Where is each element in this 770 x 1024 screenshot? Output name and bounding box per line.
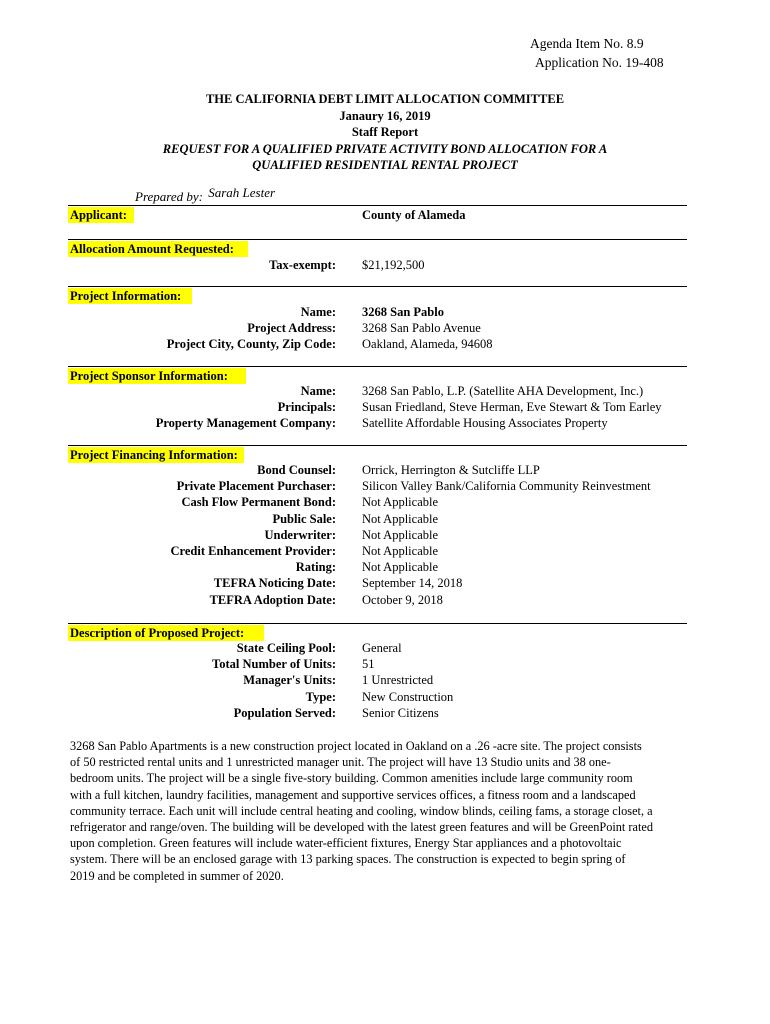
section-divider xyxy=(68,366,687,367)
sponsor-management-label: Property Management Company: xyxy=(155,416,336,431)
paragraph-line: upon completion. Green features will include water-efficient fixtures, Energy Star appliances and a photovoltaic xyxy=(70,836,622,851)
paragraph-line: system. There will be an enclosed garage with 13 parking spaces. The construction is expected to begin spring of xyxy=(70,852,626,867)
total-units-value: 51 xyxy=(362,657,375,672)
paragraph-line: community terrace. Each unit will include central heating and cooling, window blinds, ceiling fams, a storage closet, a xyxy=(70,803,653,818)
tefra-noticing-value: September 14, 2018 xyxy=(362,576,463,591)
public-sale-value: Not Applicable xyxy=(362,511,439,526)
agenda-item-line xyxy=(530,36,644,52)
allocation-values xyxy=(362,257,425,273)
sponsor-name-value: 3268 San Pablo, L.P. (Satellite AHA Development, Inc.) xyxy=(362,384,644,398)
financing-labels xyxy=(120,462,336,608)
project-address-value: 3268 San Pablo Avenue xyxy=(362,321,481,336)
application-number-value: 19-408 xyxy=(625,55,664,70)
allocation-heading: Allocation Amount Requested: xyxy=(68,241,248,257)
report-type: Staff Report xyxy=(351,125,419,139)
agenda-item-label: Agenda Item No. xyxy=(530,36,624,51)
section-divider xyxy=(68,623,687,624)
project-city-value: Oakland, Alameda, 94608 xyxy=(362,337,493,352)
sponsor-name-label: Name: xyxy=(300,384,336,398)
credit-enhancement-label: Credit Enhancement Provider: xyxy=(170,544,336,559)
private-placement-value: Silicon Valley Bank/California Community Reinvestment xyxy=(362,479,651,494)
application-number-line xyxy=(535,55,664,71)
project-info-values xyxy=(362,304,493,353)
description-heading: Description of Proposed Project: xyxy=(68,625,264,641)
population-served-value: Senior Citizens xyxy=(362,705,439,720)
paragraph-line: 3268 San Pablo Apartments is a new construction project located in Oakland on a .26 -acre site. The project consists xyxy=(70,739,642,753)
section-divider xyxy=(68,445,687,446)
total-units-label: Total Number of Units: xyxy=(212,657,336,672)
sponsor-management-value: Satellite Affordable Housing Associates Property xyxy=(362,416,608,431)
tax-exempt-label: Tax-exempt: xyxy=(269,258,336,272)
section-divider xyxy=(68,205,687,206)
paragraph-line: 2019 and be completed in summer of 2020. xyxy=(70,868,284,883)
underwriter-label: Underwriter: xyxy=(264,527,336,542)
report-date: Janaury 16, 2019 xyxy=(339,108,431,123)
public-sale-label: Public Sale: xyxy=(272,511,336,526)
committee-title: THE CALIFORNIA DEBT LIMIT ALLOCATION COMMITTEE xyxy=(205,92,565,106)
project-name-value: 3268 San Pablo xyxy=(362,305,444,319)
section-divider xyxy=(68,239,687,240)
paragraph-line: of 50 restricted rental units and 1 unrestricted manager unit. The project will have 13 Studio units and 38 one- xyxy=(70,755,611,770)
paragraph-line: with a full kitchen, laundry facilities, management and supportive services offices, a fitness room and a landscaped xyxy=(70,787,636,802)
rating-value: Not Applicable xyxy=(362,560,439,575)
sponsor-heading: Project Sponsor Information: xyxy=(68,368,246,384)
manager-units-label: Manager's Units: xyxy=(243,673,336,688)
private-placement-label: Private Placement Purchaser: xyxy=(176,479,336,494)
project-city-label: Project City, County, Zip Code: xyxy=(166,337,336,352)
allocation-labels xyxy=(120,257,336,273)
paragraph-line: bedroom units. The project will be a single five-story building. Common amenities include large community room xyxy=(70,771,633,786)
bond-counsel-label: Bond Counsel: xyxy=(257,463,336,477)
prepared-by xyxy=(135,185,276,205)
underwriter-value: Not Applicable xyxy=(362,527,439,542)
population-served-label: Population Served: xyxy=(233,705,336,720)
sponsor-values xyxy=(362,383,662,432)
type-label: Type: xyxy=(305,689,336,704)
project-info-labels xyxy=(120,304,336,353)
project-name-label: Name: xyxy=(300,305,336,319)
description-labels xyxy=(120,640,336,721)
type-value: New Construction xyxy=(362,689,454,704)
report-subject-line2: QUALIFIED RESIDENTIAL RENTAL PROJECT xyxy=(252,158,518,172)
prepared-by-name: Sarah Lester xyxy=(208,185,276,200)
credit-enhancement-value: Not Applicable xyxy=(362,544,439,559)
sponsor-principals-label: Principals: xyxy=(277,400,336,415)
sponsor-principals-value: Susan Friedland, Steve Herman, Eve Stewart & Tom Earley xyxy=(362,400,662,415)
ceiling-pool-label: State Ceiling Pool: xyxy=(236,641,336,655)
description-values xyxy=(362,640,453,721)
bond-counsel-value: Orrick, Herrington & Sutcliffe LLP xyxy=(362,463,540,477)
rating-label: Rating: xyxy=(295,560,336,575)
manager-units-value: 1 Unrestricted xyxy=(362,673,434,688)
tax-exempt-value: $21,192,500 xyxy=(362,258,425,272)
section-divider xyxy=(68,286,687,287)
financing-heading: Project Financing Information: xyxy=(68,447,244,463)
project-info-heading: Project Information: xyxy=(68,288,192,304)
tefra-adoption-value: October 9, 2018 xyxy=(362,592,443,607)
agenda-item-value: 8.9 xyxy=(626,36,644,51)
application-number-label: Application No. xyxy=(535,55,622,70)
project-description-paragraph xyxy=(70,738,690,884)
cash-flow-bond-value: Not Applicable xyxy=(362,495,439,510)
cash-flow-bond-label: Cash Flow Permanent Bond: xyxy=(181,495,336,510)
report-subject-line1: REQUEST FOR A QUALIFIED PRIVATE ACTIVITY BOND ALLOCATION FOR A xyxy=(162,141,608,156)
tefra-noticing-label: TEFRA Noticing Date: xyxy=(213,576,336,591)
sponsor-labels xyxy=(120,383,336,432)
paragraph-line: refrigerator and range/oven. The building will be developed with the latest green features and will be GreenPoint rated xyxy=(70,820,653,835)
applicant-value: County of Alameda xyxy=(362,208,466,222)
prepared-by-label: Prepared by: xyxy=(135,189,203,204)
ceiling-pool-value: General xyxy=(362,641,402,655)
financing-values xyxy=(362,462,651,608)
project-address-label: Project Address: xyxy=(247,321,336,336)
applicant-heading: Applicant: xyxy=(68,207,134,223)
tefra-adoption-label: TEFRA Adoption Date: xyxy=(209,592,336,607)
